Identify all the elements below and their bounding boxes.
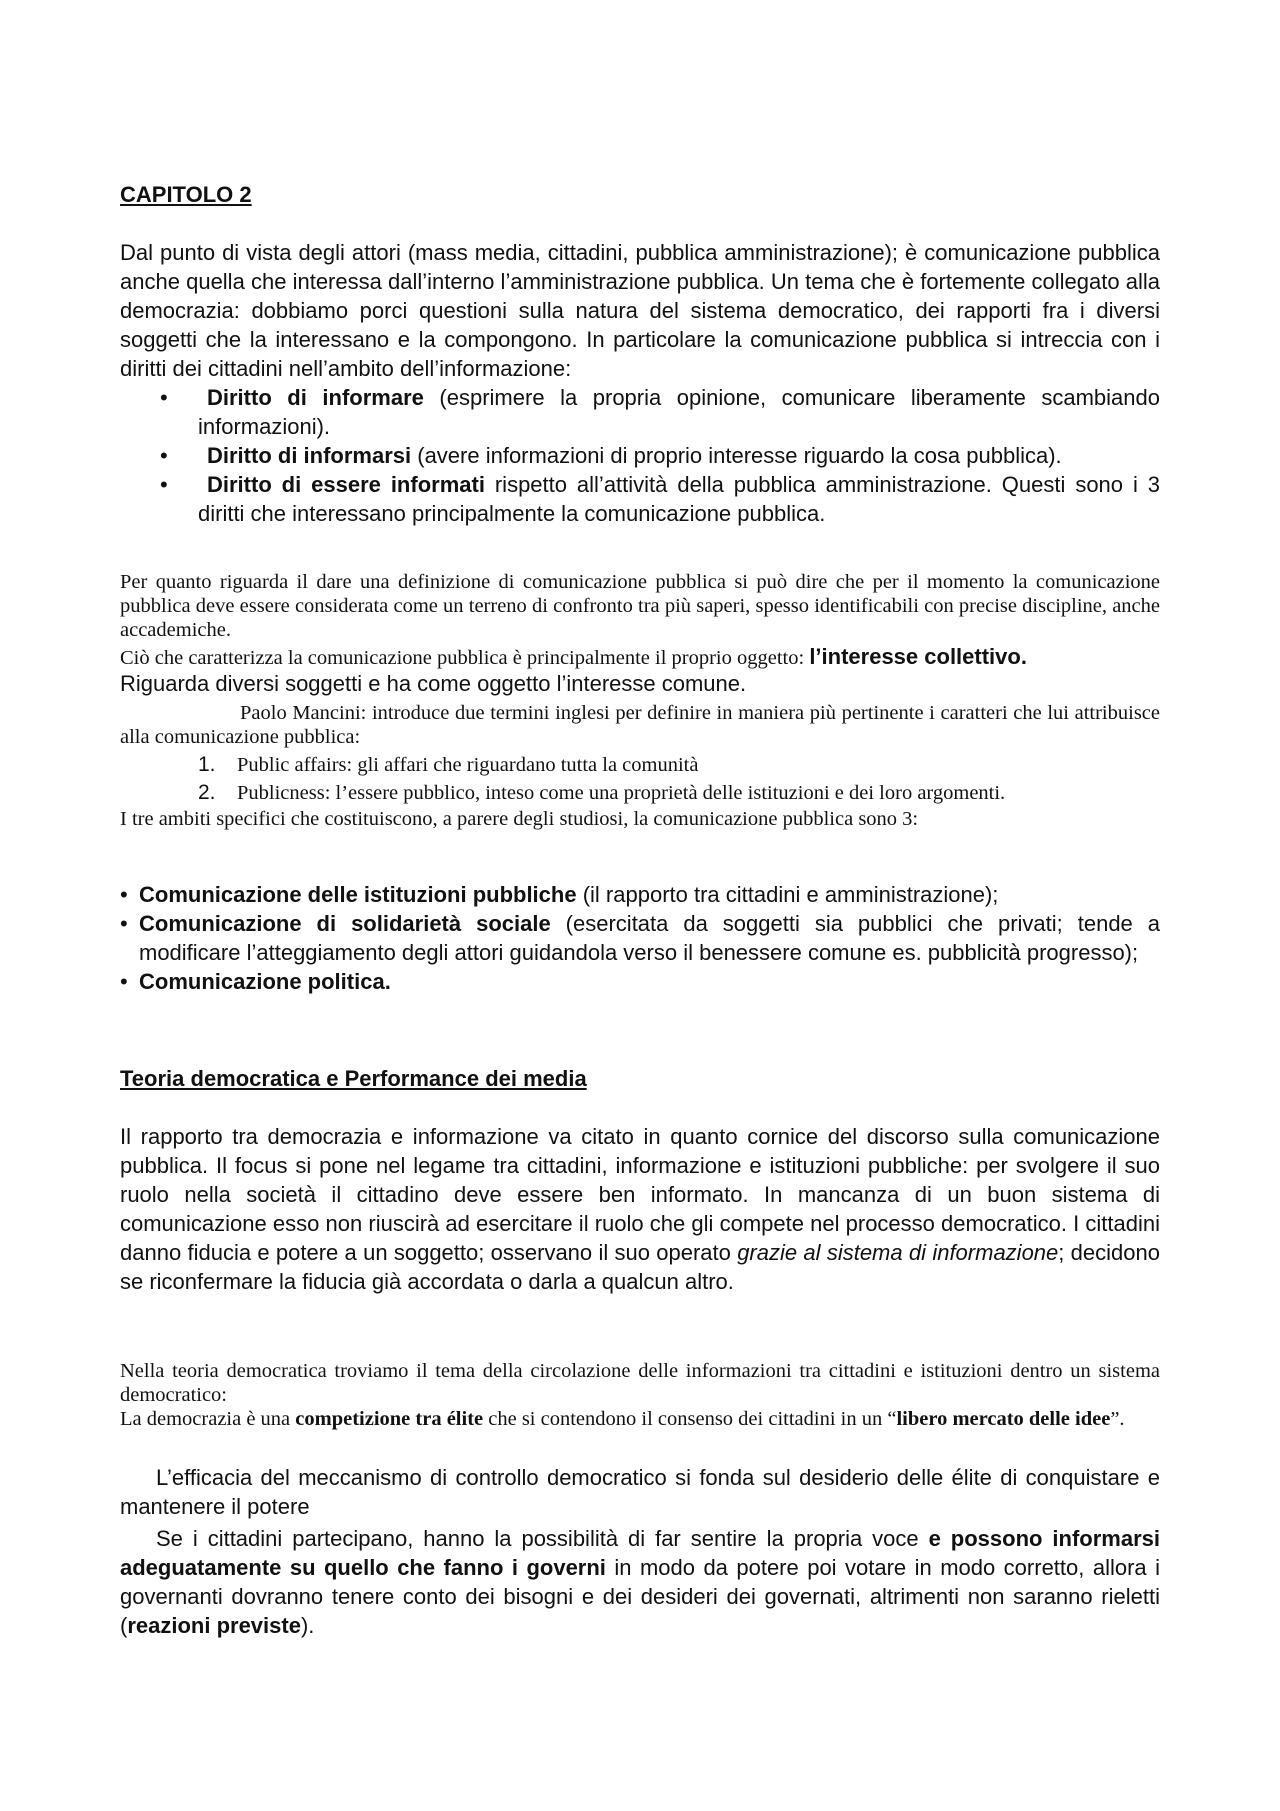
term-text: Publicness: l’essere pubblico, inteso come una proprietà delle istituzioni e dei loro argomenti. — [237, 782, 1006, 804]
right-title: Diritto di essere informati — [207, 472, 485, 497]
intro-paragraph: Dal punto di vista degli attori (mass media, cittadini, pubblica amministrazione); è comunicazione pubblica anche quella che interessa dall’interno l’amministrazione pubblica. Un tema che è fortemente collegato alla democrazia: dobbiamo porci questioni sulla natura del sistema democratico, dei rapporti fra i diversi soggetti che la interessano e la compongono. In particolare la comunicazione pubblica si intreccia con i diritti dei cittadini nell’ambito dell’informazione: — [120, 240, 1160, 381]
paragraph-text: ; decidono se riconfermare la fiducia già accordata o darla a qualcun altro. — [120, 1240, 1160, 1294]
bold-phrase: competizione tra élite — [295, 1408, 484, 1430]
list-item — [120, 880, 1160, 909]
bullet-marker: • — [120, 969, 128, 994]
list-item — [120, 967, 1160, 996]
paragraph-text: Il rapporto tra democrazia e informazione va citato in quanto cornice del discorso sulla comunicazione pubblica. Il focus si pone nel legame tra cittadini, informazione e istituzioni pubbliche: per svolgere il suo ruolo nella società il cittadino deve essere ben informato. In mancanza di un buon sistema di comunicazione esso non riuscirà ad esercitare il ruolo che gli compete nel processo democratico. I cittadini danno fiducia e potere a un soggetto; osservano il suo operato — [120, 1124, 1160, 1265]
section2-serif — [120, 1359, 1160, 1431]
ambits-list — [120, 880, 1160, 996]
ambit-description: (esercitata da soggetti sia pubblici che privati; tende a modificare l’atteggiamento degli attori guidandola verso il benessere comune es. pubblicità progresso); — [139, 911, 1160, 965]
mancini-paragraph: Paolo Mancini: introduce due termini inglesi per definire in maniera più pertinente i caratteri che lui attribuisce alla comunicazione pubblica: — [120, 702, 1160, 748]
bullet-marker: • — [120, 882, 128, 907]
list-item — [120, 470, 1160, 528]
paragraph-text: che si contendono il consenso dei cittadini in un “ — [483, 1408, 897, 1430]
bold-phrase: libero mercato delle idee — [896, 1408, 1111, 1430]
right-description: rispetto all’attività della pubblica amministrazione. Questi sono i 3 diritti che interessano principalmente la comunicazione pubblica. — [198, 472, 1160, 526]
ambits-section — [120, 880, 1160, 996]
object-text: Ciò che caratterizza la comunicazione pubblica è principalmente il proprio oggetto: — [120, 647, 810, 669]
object-line-2: Riguarda diversi soggetti e ha come oggetto l’interesse comune. — [120, 671, 747, 696]
item-number: 1. — [198, 753, 216, 776]
object-highlight: l’interesse collettivo. — [809, 644, 1027, 669]
theory-paragraph: Nella teoria democratica troviamo il tema della circolazione delle informazioni tra cittadini e istituzioni dentro un sistema democratico: — [120, 1360, 1160, 1406]
paragraph-text: ). — [300, 1613, 315, 1638]
ambit-description: (il rapporto tra cittadini e amministrazione); — [576, 882, 999, 907]
section2-end — [120, 1463, 1160, 1640]
intro-section — [120, 238, 1160, 528]
section-title: Teoria democratica e Performance dei media — [120, 1066, 587, 1091]
bullet-marker: • — [160, 472, 168, 497]
bullet-marker: • — [160, 443, 168, 468]
bullet-marker: • — [120, 911, 128, 936]
right-description: (esprimere la propria opinione, comunicare liberamente scambiando informazioni). — [198, 385, 1160, 439]
paragraph-text: in modo da potere poi votare in modo corretto, allora i governanti dovranno tenere conto dei bisogni e dei desideri dei governati, altrimenti non saranno rieletti ( — [120, 1555, 1160, 1638]
definition-section — [120, 570, 1160, 831]
list-item — [120, 751, 1160, 779]
item-number: 2. — [198, 781, 216, 804]
bold-phrase: e possono informarsi adeguatamente su quello che fanno i governi — [120, 1526, 1160, 1580]
right-title: Diritto di informare — [207, 385, 424, 410]
list-item — [120, 383, 1160, 441]
list-item — [120, 441, 1160, 470]
list-item — [120, 909, 1160, 967]
bold-phrase: reazioni previste — [127, 1613, 301, 1638]
paragraph-text: Se i cittadini partecipano, hanno la possibilità di far sentire la propria voce — [156, 1526, 929, 1551]
ambits-intro: I tre ambiti specifici che costituiscono, a parere degli studiosi, la comunicazione pubblica sono 3: — [120, 808, 919, 830]
paragraph-text: ”. — [1110, 1408, 1125, 1430]
ambit-title: Comunicazione di solidarietà sociale — [139, 911, 551, 936]
terms-list — [120, 751, 1160, 807]
paragraph-text: La democrazia è una — [120, 1408, 296, 1430]
definition-paragraph: Per quanto riguarda il dare una definizione di comunicazione pubblica si può dire che per il momento la comunicazione pubblica deve essere considerata come un terreno di confronto tra più saperi, spesso identificabili con precise discipline, anche accademiche. — [120, 571, 1160, 641]
democracy-paragraph — [120, 1122, 1160, 1296]
bullet-marker: • — [160, 385, 168, 410]
elite-paragraph — [120, 1407, 1160, 1431]
rights-list — [120, 383, 1160, 528]
list-item — [120, 779, 1160, 807]
citizens-paragraph — [120, 1524, 1160, 1640]
term-text: Public affairs: gli affari che riguardano tutta la comunità — [237, 754, 699, 776]
ambit-title: Comunicazione delle istituzioni pubbliche — [139, 882, 577, 907]
italic-phrase: grazie al sistema di informazione — [737, 1240, 1059, 1265]
object-line — [120, 642, 1160, 671]
right-title: Diritto di informarsi — [207, 443, 412, 468]
chapter-title: CAPITOLO 2 — [120, 182, 252, 207]
ambit-title: Comunicazione politica. — [139, 969, 391, 994]
right-description: (avere informazioni di proprio interesse riguardo la cosa pubblica). — [411, 443, 1062, 468]
control-paragraph: L’efficacia del meccanismo di controllo democratico si fonda sul desiderio delle élite di conquistare e mantenere il potere — [120, 1465, 1160, 1519]
section2-body — [120, 1122, 1160, 1296]
